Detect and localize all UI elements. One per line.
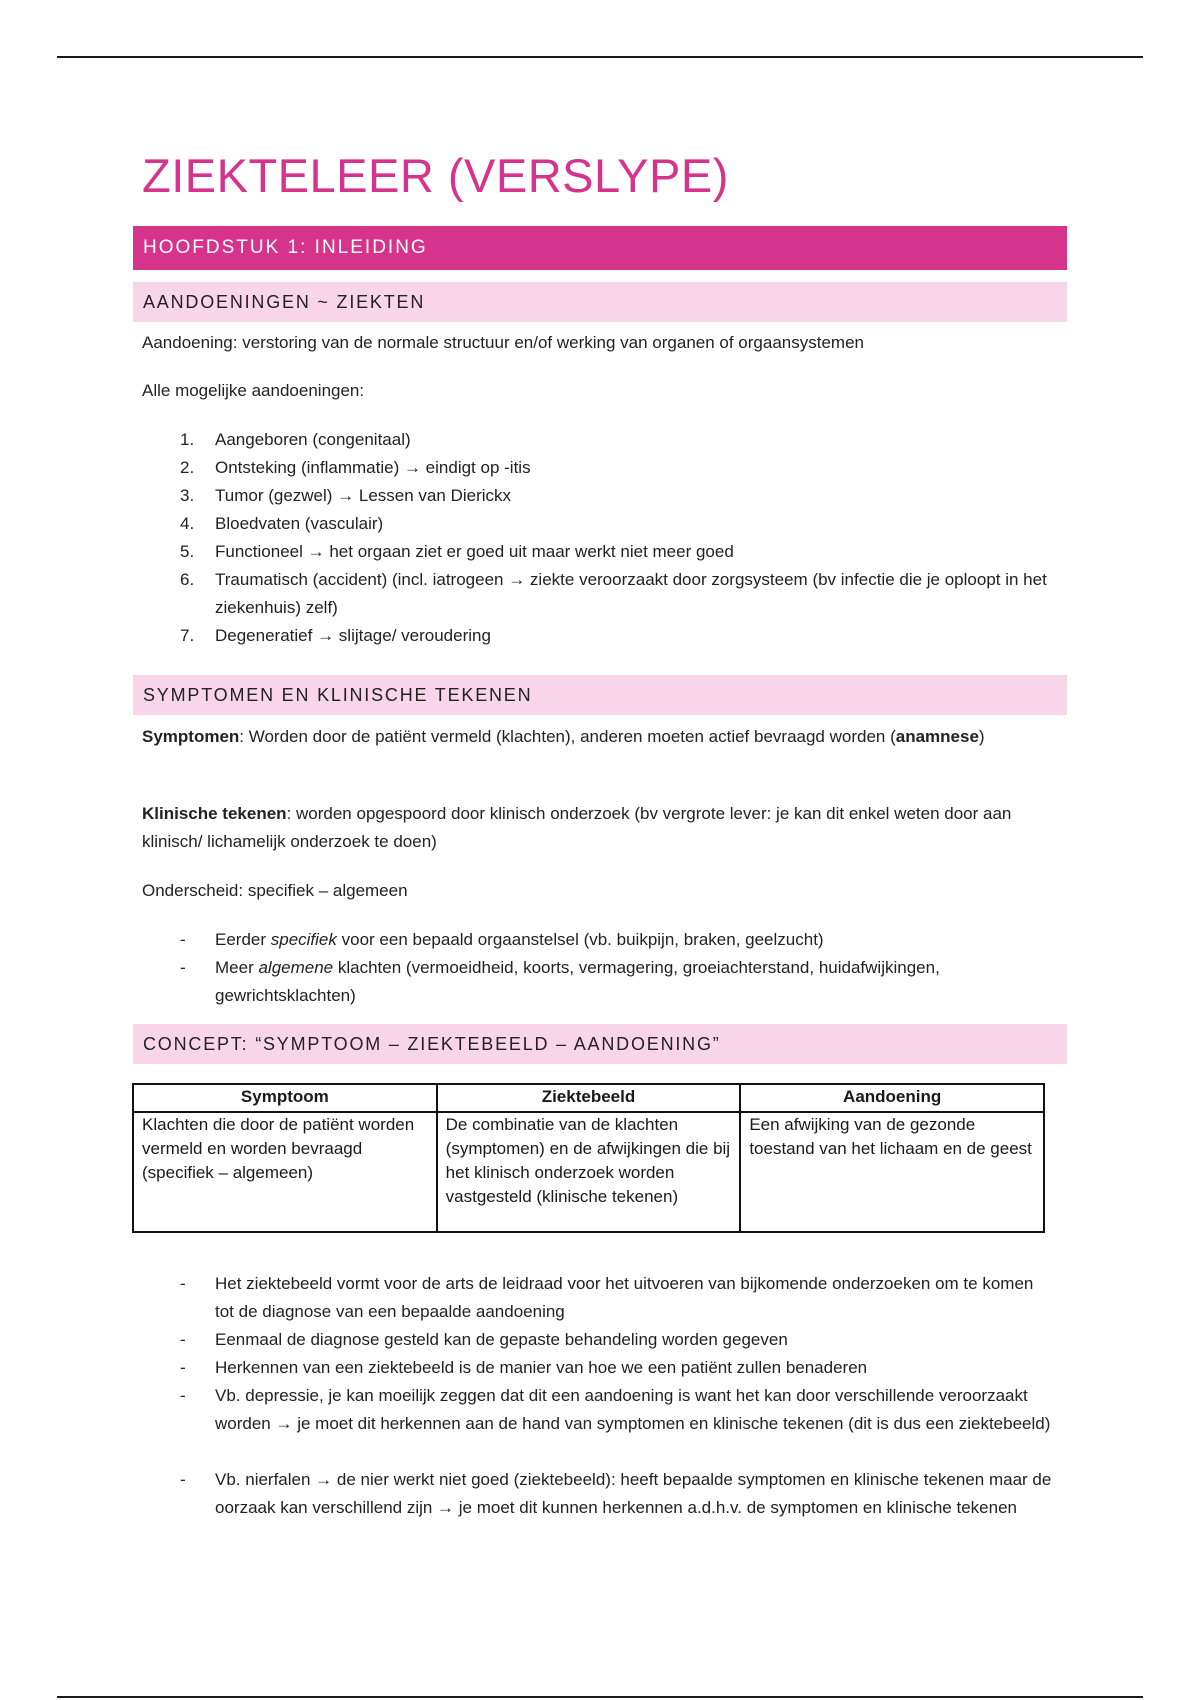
section-heading-aandoeningen: AANDOENINGEN ~ ZIEKTEN: [133, 282, 1067, 322]
table-header: Symptoom: [133, 1084, 437, 1112]
table-cell: Een afwijking van de gezonde toestand van het lichaam en de geest: [740, 1112, 1044, 1232]
aandoening-definition: Aandoening: verstoring van de normale structuur en/of werking van organen of orgaansystemen: [142, 333, 864, 352]
table-header: Aandoening: [740, 1084, 1044, 1112]
top-rule: [57, 56, 1143, 58]
klinisch-term: Klinische tekenen: [142, 804, 287, 823]
document-title: ZIEKTELEER (VERSLYPE): [142, 149, 729, 202]
anamnese-term: anamnese: [895, 727, 979, 746]
table-cell: Klachten die door de patiënt worden vermeld en worden bevraagd (specifiek – algemeen): [133, 1112, 437, 1232]
section-heading-concept: CONCEPT: “SYMPTOOM – ZIEKTEBEELD – AANDOENING”: [133, 1024, 1067, 1064]
table-header: Ziektebeeld: [437, 1084, 741, 1112]
section-heading-symptomen: SYMPTOMEN EN KLINISCHE TEKENEN: [133, 675, 1067, 715]
onderscheid-text: Onderscheid: specifiek – algemeen: [142, 881, 408, 900]
klinisch-paragraph: Klinische tekenen: worden opgespoord door klinisch onderzoek (bv vergrote lever: je kan dit enkel weten door aan klinisch/ lichamelijk onderzoek te doen): [142, 804, 1012, 851]
list-intro: Alle mogelijke aandoeningen:: [142, 381, 365, 400]
symptomen-term: Symptomen: [142, 727, 240, 746]
chapter-heading: HOOFDSTUK 1: INLEIDING: [133, 226, 1067, 270]
concept-table: [132, 1083, 1045, 1233]
bottom-rule: [57, 1696, 1143, 1698]
table-row: [133, 1112, 1044, 1232]
symptomen-paragraph: Symptomen: Worden door de patiënt vermeld (klachten), anderen moeten actief bevraagd worden (anamnese): [142, 727, 985, 746]
table-cell: De combinatie van de klachten (symptomen) en de afwijkingen die bij het klinisch onderzoek worden vastgesteld (klinische tekenen): [437, 1112, 741, 1232]
